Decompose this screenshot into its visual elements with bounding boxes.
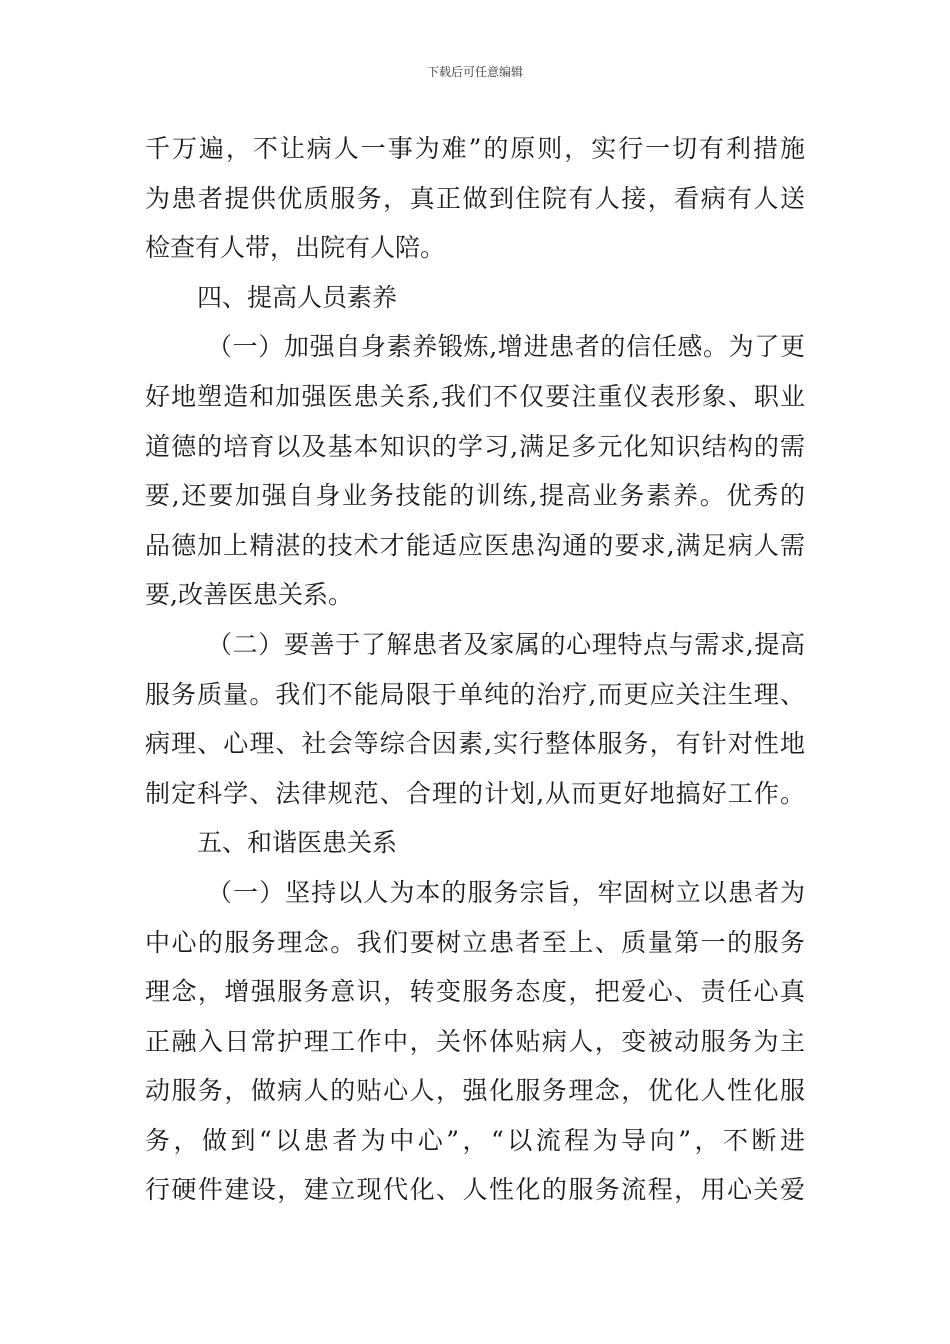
text-line: 要,改善医患关系。 (145, 580, 353, 610)
text-line: 病理、心理、社会等综合因素,实行整体服务，有针对性地 (145, 729, 805, 759)
text-line: 品德加上精湛的技术才能适应医患沟通的要求,满足病人需 (145, 530, 805, 560)
text-line: 中心的服务理念。我们要树立患者至上、质量第一的服务 (145, 927, 805, 957)
text-line: （一）加强自身素养锻炼,增进患者的信任感。为了更 (207, 332, 805, 362)
document-body (145, 124, 805, 1215)
text-line: （一）坚持以人为本的服务宗旨，牢固树立以患者为 (207, 877, 805, 907)
text-line: 检查有人带，出院有人陪。 (145, 233, 446, 263)
section-heading: 四、提高人员素养 (197, 282, 398, 312)
text-line: 正融入日常护理工作中，关怀体贴病人，变被动服务为主 (145, 1026, 805, 1056)
page-header: 下载后可任意编辑 (426, 65, 523, 79)
text-line: 为患者提供优质服务，真正做到住院有人接，看病有人送 (145, 183, 805, 213)
text-line: 动服务，做病人的贴心人，强化服务理念，优化人性化服 (145, 1076, 805, 1106)
text-line: 服务质量。我们不能局限于单纯的治疗,而更应关注生理、 (145, 679, 805, 709)
text-line: 千万遍，不让病人一事为难”的原则，实行一切有利措施 (145, 134, 805, 163)
text-line: 道德的培育以及基本知识的学习,满足多元化知识结构的需 (145, 431, 805, 461)
text-line: 务，做到“以患者为中心”，“以流程为导向”，不断进 (145, 1125, 805, 1155)
text-line: 好地塑造和加强医患关系,我们不仅要注重仪表形象、职业 (145, 381, 805, 411)
text-line: （二）要善于了解患者及家属的心理特点与需求,提高 (207, 629, 805, 659)
text-line: 要,还要加强自身业务技能的训练,提高业务素养。优秀的 (145, 481, 805, 511)
text-line: 理念，增强服务意识，转变服务态度，把爱心、责任心真 (145, 977, 805, 1007)
text-line: 行硬件建设，建立现代化、人性化的服务流程，用心关爱 (145, 1175, 805, 1205)
section-heading: 五、和谐医患关系 (197, 828, 398, 858)
text-line: 制定科学、法律规范、合理的计划,从而更好地搞好工作。 (145, 778, 805, 808)
